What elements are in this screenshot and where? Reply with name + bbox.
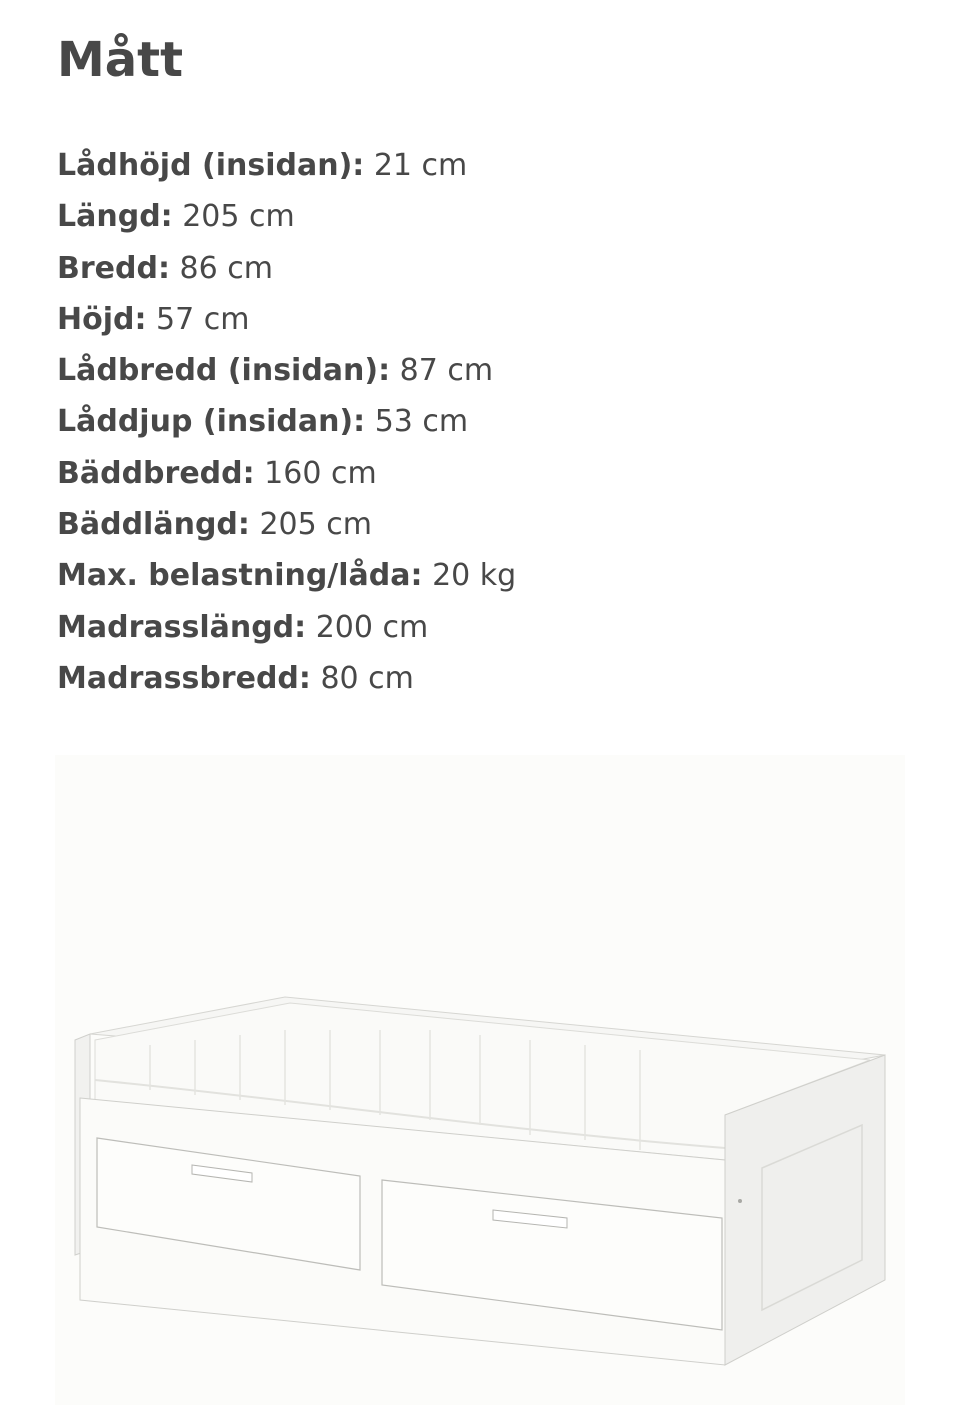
daybed-illustration <box>55 755 905 1405</box>
spec-row <box>57 499 516 550</box>
spec-row <box>57 243 516 294</box>
spec-value: 200 cm <box>315 609 429 645</box>
spec-row <box>57 448 516 499</box>
spec-row <box>57 602 516 653</box>
spec-label: Lådhöjd (insidan): <box>57 148 365 183</box>
spec-value: 86 cm <box>179 250 273 286</box>
spec-value: 205 cm <box>259 507 372 543</box>
section-title: Mått <box>57 32 184 88</box>
spec-value: 205 cm <box>182 199 295 235</box>
spec-label: Bäddlängd: <box>57 507 250 543</box>
spec-row <box>57 345 516 396</box>
spec-value: 53 cm <box>374 404 469 440</box>
product-image <box>55 755 905 1405</box>
spec-label: Längd: <box>57 199 173 235</box>
spec-label: Lådbredd (insidan): <box>57 353 391 389</box>
dimensions-list <box>57 140 516 704</box>
spec-value: 160 cm <box>264 455 377 491</box>
spec-row <box>57 653 516 704</box>
spec-row <box>57 550 516 601</box>
spec-row <box>57 396 516 447</box>
spec-row <box>57 140 516 191</box>
spec-value: 87 cm <box>399 353 494 389</box>
spec-label: Höjd: <box>57 301 147 337</box>
spec-value: 20 kg <box>432 558 517 594</box>
spec-label: Bredd: <box>57 250 170 286</box>
spec-label: Madrasslängd: <box>57 609 307 645</box>
spec-label: Bäddbredd: <box>57 455 255 491</box>
spec-value: 57 cm <box>156 301 250 337</box>
spec-value: 80 cm <box>320 660 414 696</box>
spec-label: Max. belastning/låda: <box>57 558 423 594</box>
spec-label: Låddjup (insidan): <box>57 404 366 440</box>
spec-value: 21 cm <box>373 148 468 183</box>
spec-label: Madrassbredd: <box>57 660 311 696</box>
spec-row <box>57 191 516 242</box>
spec-row <box>57 294 516 345</box>
